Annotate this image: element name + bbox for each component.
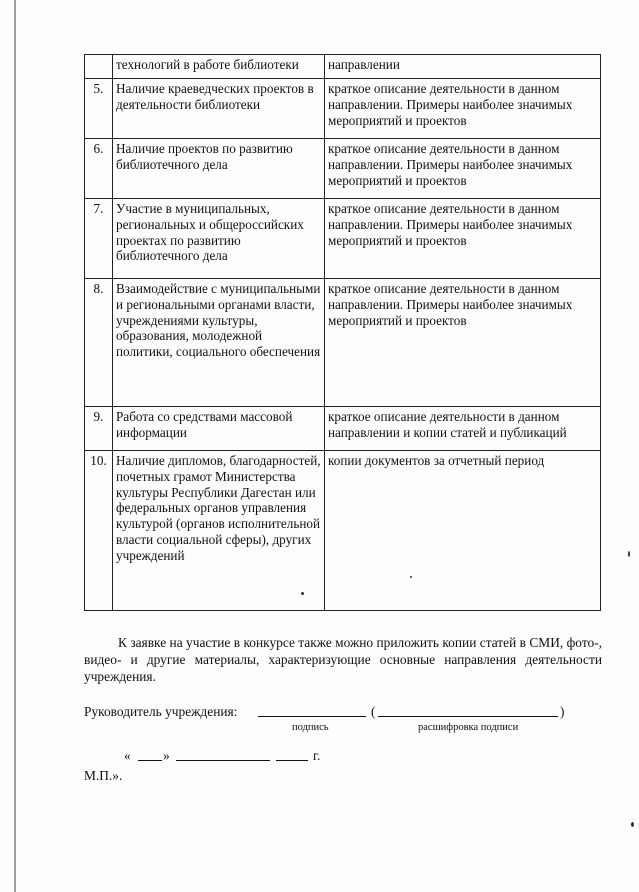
row-number: 8.	[85, 279, 113, 407]
date-day-line[interactable]	[138, 760, 162, 761]
criterion-name: Взаимодействие с муниципальными и региональными органами власти, учреждениями культуры, образования, молодежной политики, социального обеспечения	[113, 279, 325, 407]
signature-decode-caption: расшифровка подписи	[418, 722, 519, 733]
criterion-name: технологий в работе библиотеки	[113, 55, 325, 79]
scan-speck	[628, 551, 630, 557]
row-number: 9.	[85, 407, 113, 451]
signature-label: Руководитель учреждения:	[84, 704, 238, 719]
row-number: 6.	[85, 139, 113, 199]
attachment-note: К заявке на участие в конкурсе также можно приложить копии статей в СМИ, фото-, видео- и другие материалы, характеризующие основные направления деятельности учреждения.	[84, 635, 602, 684]
row-number: 7.	[85, 199, 113, 279]
table-row	[85, 279, 601, 407]
criterion-name: Наличие проектов по развитию библиотечного дела	[113, 139, 325, 199]
criterion-description: краткое описание деятельности в данном направлении. Примеры наиболее значимых мероприятий и проектов	[325, 139, 601, 199]
open-paren: (	[371, 704, 376, 719]
table-row	[85, 139, 601, 199]
signature-caption: подпись	[292, 722, 329, 733]
date-block	[124, 748, 344, 768]
scan-speck	[410, 576, 412, 578]
criterion-description: направлении	[325, 55, 601, 79]
row-number	[85, 55, 113, 79]
table-row	[85, 55, 601, 79]
stamp-place: М.П.».	[84, 768, 123, 783]
table-row	[85, 407, 601, 451]
date-month-line[interactable]	[176, 760, 270, 761]
table-row	[85, 199, 601, 279]
table-row	[85, 451, 601, 611]
signature-line[interactable]	[258, 716, 366, 717]
criteria-table	[84, 54, 601, 611]
criterion-description: краткое описание деятельности в данном направлении и копии статей и публикаций	[325, 407, 601, 451]
criterion-name: Работа со средствами массовой информации	[113, 407, 325, 451]
close-paren: )	[560, 704, 565, 719]
scan-edge-shadow	[14, 0, 16, 892]
date-close-quote: »	[163, 748, 170, 763]
criterion-description: краткое описание деятельности в данном направлении. Примеры наиболее значимых мероприятий и проектов	[325, 279, 601, 407]
signature-decode-line[interactable]	[378, 716, 558, 717]
row-number: 5.	[85, 79, 113, 139]
table-row	[85, 79, 601, 139]
signature-block	[84, 704, 604, 744]
date-year-suffix: г.	[313, 748, 321, 763]
criterion-name: Участие в муниципальных, региональных и общероссийских проектах по развитию библиотечного дела	[113, 199, 325, 279]
date-open-quote: «	[124, 748, 131, 763]
criterion-name: Наличие краеведческих проектов в деятельности библиотеки	[113, 79, 325, 139]
row-number: 10.	[85, 451, 113, 611]
scan-speck	[631, 822, 634, 827]
date-year-line[interactable]	[276, 760, 308, 761]
criterion-description: копии документов за отчетный период	[325, 451, 601, 611]
criterion-description: краткое описание деятельности в данном направлении. Примеры наиболее значимых мероприятий и проектов	[325, 79, 601, 139]
criterion-description: краткое описание деятельности в данном направлении. Примеры наиболее значимых мероприятий и проектов	[325, 199, 601, 279]
scan-speck	[301, 592, 304, 595]
criterion-name: Наличие дипломов, благодарностей, почетных грамот Министерства культуры Республики Дагестан или федеральных органов управления культурой (органов исполнительной власти социальной сферы), других учреждений	[113, 451, 325, 611]
